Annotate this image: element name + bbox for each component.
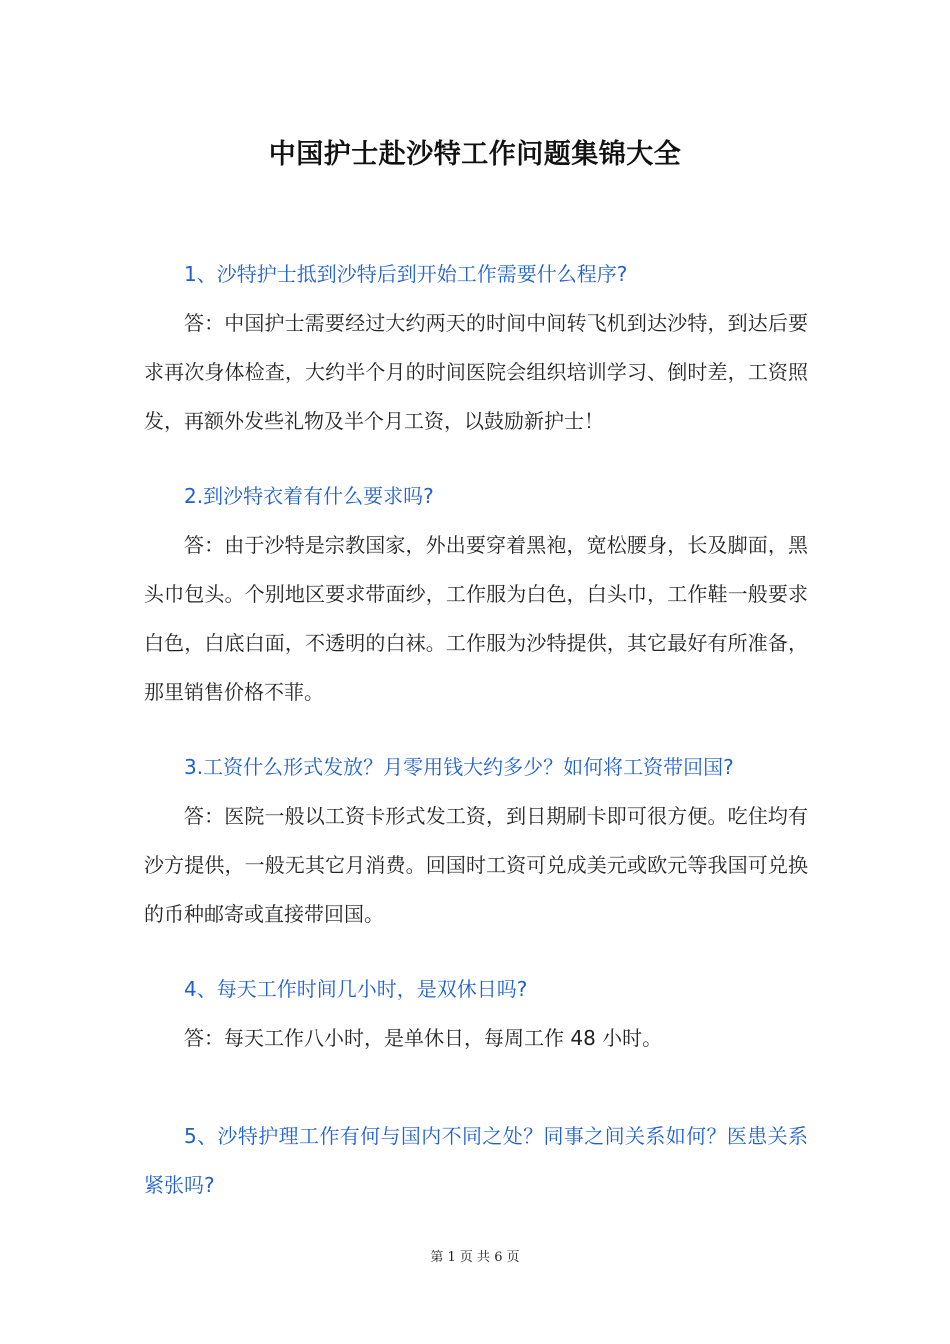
- page-number-footer: 第 1 页 共 6 页: [430, 1250, 520, 1265]
- question-3: 3.工资什么形式发放？月零用钱大约多少？如何将工资带回国?: [184, 755, 734, 779]
- section-spacer: [144, 939, 808, 965]
- document-body: [144, 250, 808, 1210]
- question-4: 4、每天工作时间几小时，是双休日吗?: [184, 977, 528, 1001]
- question-1: 1、沙特护士抵到沙特后到开始工作需要什么程序?: [184, 262, 628, 286]
- section-spacer: [144, 1063, 808, 1112]
- question-5: 5、沙特护理工作有何与国内不同之处？同事之间关系如何？医患关系紧张吗?: [144, 1124, 808, 1197]
- answer-1: 答：中国护士需要经过大约两天的时间中间转飞机到达沙特，到达后要求再次身体检查，大约半个月的时间医院会组织培训学习、倒时差，工资照发，再额外发些礼物及半个月工资，以鼓励新护士！: [144, 311, 808, 433]
- question-2: 2.到沙特衣着有什么要求吗?: [184, 484, 434, 508]
- answer-4: 答：每天工作八小时，是单休日，每周工作 48 小时。: [184, 1026, 663, 1050]
- section-spacer: [144, 717, 808, 743]
- answer-3: 答：医院一般以工资卡形式发工资，到日期刷卡即可很方便。吃住均有沙方提供，一般无其它月消费。回国时工资可兑成美元或欧元等我国可兑换的币种邮寄或直接带回国。: [144, 804, 808, 926]
- section-spacer: [144, 446, 808, 472]
- answer-2: 答：由于沙特是宗教国家，外出要穿着黑袍，宽松腰身，长及脚面，黑头巾包头。个别地区要求带面纱，工作服为白色，白头巾，工作鞋一般要求白色，白底白面，不透明的白袜。工作服为沙特提供，其它最好有所准备，那里销售价格不菲。: [144, 533, 808, 704]
- document-title: 中国护士赴沙特工作问题集锦大全: [268, 139, 682, 170]
